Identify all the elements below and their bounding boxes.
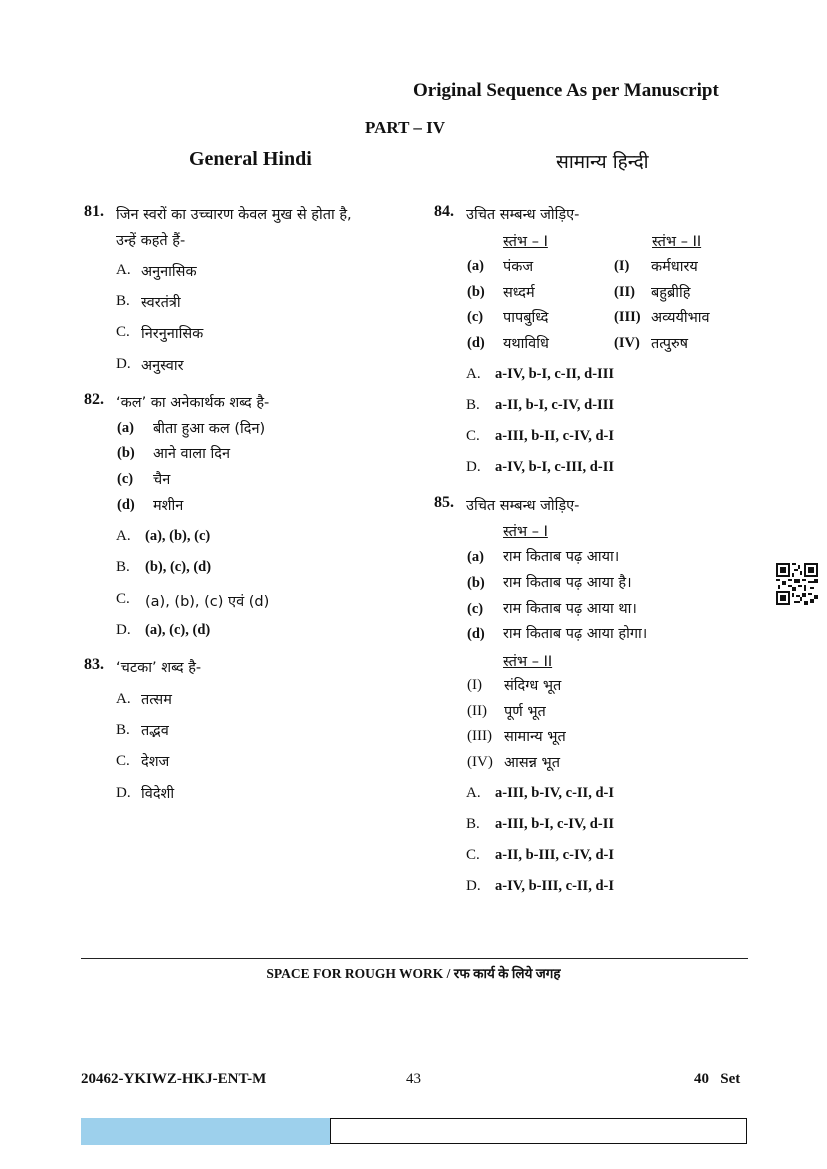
option-text: a-IV, b-I, c-III, d-II bbox=[495, 459, 614, 475]
row-value-1: सध्दर्म bbox=[503, 285, 535, 301]
divider-line bbox=[81, 958, 748, 959]
question-number: 83. bbox=[84, 656, 104, 673]
option-key: A. bbox=[466, 785, 481, 801]
question-text-cont: उन्हें कहते हैं- bbox=[116, 233, 186, 249]
option-key: C. bbox=[116, 591, 130, 607]
question-text: जिन स्वरों का उच्चारण केवल मुख से होता है, bbox=[116, 207, 352, 223]
option-text: a-III, b-IV, c-II, d-I bbox=[495, 785, 614, 801]
question-text: उचित सम्बन्ध जोड़िए- bbox=[466, 207, 580, 223]
set-label: 40 Set bbox=[694, 1071, 741, 1087]
item-text: आने वाला दिन bbox=[153, 446, 230, 462]
question-number: 81. bbox=[84, 203, 104, 220]
option-key: C. bbox=[116, 753, 130, 769]
item-key: (II) bbox=[467, 703, 487, 719]
item-key: (IV) bbox=[467, 754, 493, 770]
row-key-1: (d) bbox=[467, 335, 485, 351]
column-header-2: स्तंभ – II bbox=[503, 654, 553, 670]
part-heading: PART – IV bbox=[365, 118, 446, 137]
option-key: D. bbox=[116, 356, 131, 372]
option-text: (a), (b), (c) bbox=[145, 528, 211, 544]
option-key: B. bbox=[466, 397, 480, 413]
option-key: B. bbox=[466, 816, 480, 832]
item-text: बीता हुआ कल (दिन) bbox=[153, 421, 266, 437]
option-key: B. bbox=[116, 293, 130, 309]
option-text: तत्सम bbox=[141, 692, 172, 708]
option-key: C. bbox=[466, 428, 480, 444]
option-text: a-III, b-I, c-IV, d-II bbox=[495, 816, 614, 832]
rough-work-label: SPACE FOR ROUGH WORK / रफ कार्य के लिये जगह bbox=[266, 966, 561, 981]
item-text: सामान्य भूत bbox=[504, 729, 566, 745]
title-hindi: सामान्य हिन्दी bbox=[556, 151, 649, 173]
question-number: 84. bbox=[434, 203, 454, 220]
item-key: (b) bbox=[467, 575, 485, 591]
option-key: C. bbox=[116, 324, 130, 340]
row-value-2: बहुब्रीहि bbox=[651, 285, 691, 301]
item-key: (d) bbox=[467, 626, 485, 642]
row-key-1: (a) bbox=[467, 258, 484, 274]
item-key: (I) bbox=[467, 677, 482, 693]
option-key: A. bbox=[116, 528, 131, 544]
option-text: अनुस्वार bbox=[141, 358, 184, 374]
row-value-1: पंकज bbox=[503, 259, 534, 275]
row-key-2: (II) bbox=[614, 284, 635, 300]
item-key: (a) bbox=[467, 549, 484, 565]
option-text: a-II, b-I, c-IV, d-III bbox=[495, 397, 614, 413]
option-key: B. bbox=[116, 559, 130, 575]
row-value-2: अव्ययीभाव bbox=[651, 310, 710, 326]
question-text: ‘कल’ का अनेकार्थक शब्द है- bbox=[116, 395, 270, 411]
row-value-2: कर्मधारय bbox=[651, 259, 698, 275]
row-key-1: (b) bbox=[467, 284, 485, 300]
option-key: D. bbox=[116, 622, 131, 638]
option-key: A. bbox=[116, 262, 131, 278]
paper-code: 20462-YKIWZ-HKJ-ENT-M bbox=[81, 1071, 267, 1087]
question-text: उचित सम्बन्ध जोड़िए- bbox=[466, 498, 580, 514]
item-key: (d) bbox=[117, 497, 135, 513]
item-text: मशीन bbox=[153, 498, 184, 514]
row-value-1: पापबुध्दि bbox=[503, 310, 549, 326]
item-key: (c) bbox=[467, 601, 484, 617]
row-key-2: (III) bbox=[614, 309, 641, 325]
option-text: अनुनासिक bbox=[141, 264, 197, 280]
item-text: राम किताब पढ़ आया होगा। bbox=[503, 626, 648, 642]
option-text: देशज bbox=[141, 754, 170, 770]
option-key: C. bbox=[466, 847, 480, 863]
option-text: निरनुनासिक bbox=[141, 326, 204, 342]
option-key: D. bbox=[466, 459, 481, 475]
item-key: (b) bbox=[117, 445, 135, 461]
option-key: D. bbox=[466, 878, 481, 894]
option-key: D. bbox=[116, 785, 131, 801]
qr-code-icon bbox=[776, 563, 818, 605]
option-text: a-III, b-II, c-IV, d-I bbox=[495, 428, 614, 444]
item-text: राम किताब पढ़ आया है। bbox=[503, 575, 632, 591]
item-text: पूर्ण भूत bbox=[504, 704, 546, 720]
option-text: तद्भव bbox=[141, 723, 169, 739]
question-number: 82. bbox=[84, 391, 104, 408]
title-english: General Hindi bbox=[189, 148, 312, 170]
item-text: राम किताब पढ़ आया था। bbox=[503, 601, 637, 617]
row-key-2: (I) bbox=[614, 258, 630, 274]
footer-color-bar bbox=[81, 1118, 330, 1145]
column-header-2: स्तंभ – II bbox=[652, 234, 702, 250]
option-text: (a), (c), (d) bbox=[145, 622, 211, 638]
option-text: a-IV, b-I, c-II, d-III bbox=[495, 366, 614, 382]
option-text: स्वरतंत्री bbox=[141, 295, 181, 311]
option-text: विदेशी bbox=[141, 786, 175, 802]
option-text: (a), (b), (c) एवं (d) bbox=[145, 594, 270, 610]
item-text: चैन bbox=[153, 472, 171, 488]
option-text: (b), (c), (d) bbox=[145, 559, 212, 575]
item-key: (c) bbox=[117, 471, 134, 487]
item-text: राम किताब पढ़ आया। bbox=[503, 549, 620, 565]
item-text: आसन्न भूत bbox=[504, 755, 560, 771]
option-key: A. bbox=[116, 691, 131, 707]
column-header-1: स्तंभ – I bbox=[503, 234, 548, 250]
option-text: a-II, b-III, c-IV, d-I bbox=[495, 847, 614, 863]
row-key-1: (c) bbox=[467, 309, 484, 325]
item-key: (a) bbox=[117, 420, 134, 436]
option-key: A. bbox=[466, 366, 481, 382]
option-text: a-IV, b-III, c-II, d-I bbox=[495, 878, 614, 894]
item-key: (III) bbox=[467, 728, 492, 744]
question-number: 85. bbox=[434, 494, 454, 511]
column-header-1: स्तंभ – I bbox=[503, 524, 548, 540]
page-number: 43 bbox=[406, 1071, 421, 1087]
row-value-1: यथाविधि bbox=[503, 336, 549, 352]
row-value-2: तत्पुरुष bbox=[651, 336, 689, 352]
option-key: B. bbox=[116, 722, 130, 738]
sequence-note: Original Sequence As per Manuscript bbox=[413, 80, 719, 101]
question-text: ‘चटका’ शब्द है- bbox=[116, 660, 202, 676]
row-key-2: (IV) bbox=[614, 335, 640, 351]
item-text: संदिग्ध भूत bbox=[504, 678, 562, 694]
footer-blank-box bbox=[330, 1118, 747, 1144]
